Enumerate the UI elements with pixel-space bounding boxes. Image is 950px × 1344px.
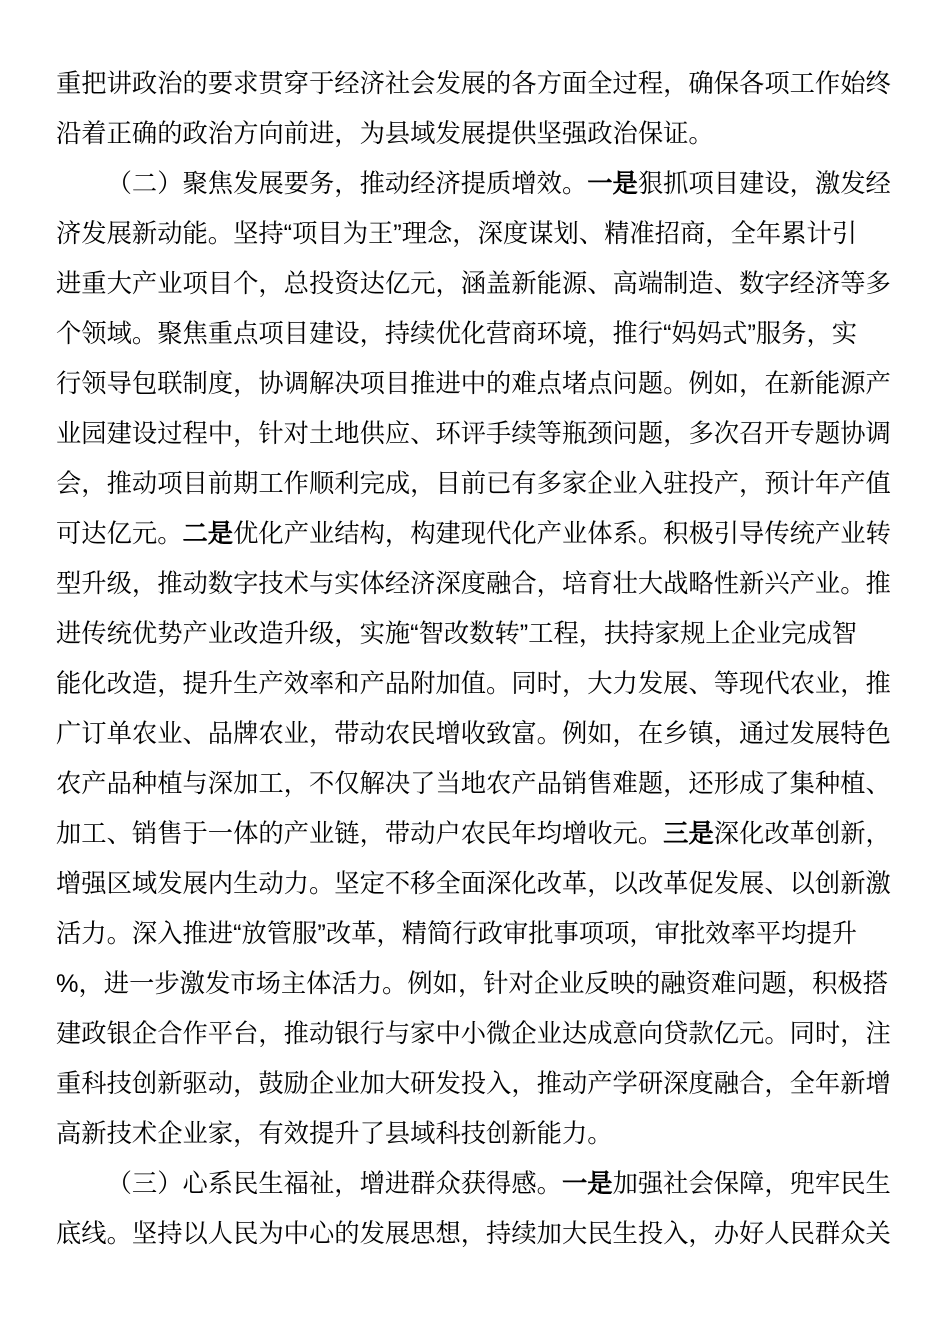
body-text-segment: 重科技创新驱动，鼓励企业加大研发投入，推动产学研深度融合，全年新增: [56, 1070, 891, 1098]
body-text-segment: （三）心系民生福祉，增进群众获得感。: [106, 1170, 562, 1198]
body-text-segment: 会，推动项目前期工作顺利完成，目前已有多家企业入驻投产，预计年产值: [56, 470, 891, 498]
text-line: [56, 109, 894, 159]
text-line: [56, 559, 894, 609]
text-line: [56, 809, 894, 859]
body-text-segment: 济发展新动能。坚持“项目为王”理念，深度谋划、精准招商，全年累计引: [56, 220, 858, 248]
text-line: [56, 59, 894, 109]
text-line: [56, 859, 894, 909]
emphasis-text-segment: 三是: [663, 820, 714, 848]
text-line: [56, 459, 894, 509]
body-text-segment: 加强社会保障，兜牢民生: [612, 1170, 891, 1198]
body-text-segment: 重把讲政治的要求贯穿于经济社会发展的各方面全过程，确保各项工作始终: [56, 70, 891, 98]
body-text-segment: 进传统优势产业改造升级，实施“智改数转”工程，扶持家规上企业完成智: [56, 620, 858, 648]
text-line: [56, 309, 894, 359]
emphasis-text-segment: 二是: [182, 520, 234, 548]
body-text-segment: 高新技术企业家，有效提升了县域科技创新能力。: [56, 1120, 613, 1148]
body-text-segment: 沿着正确的政治方向前进，为县域发展提供坚强政治保证。: [56, 120, 714, 148]
paragraph: [56, 159, 894, 1159]
text-line: [56, 359, 894, 409]
text-line: [56, 659, 894, 709]
body-text-segment: 可达亿元。: [56, 520, 183, 548]
emphasis-text-segment: 一是: [561, 1170, 613, 1198]
body-text-segment: 行领导包联制度，协调解决项目推进中的难点堵点问题。例如，在新能源产: [56, 370, 891, 398]
body-text-segment: （二）聚焦发展要务，推动经济提质增效。: [106, 170, 588, 198]
body-text-segment: 活力。深入推进“放管服”改革，精简行政审批事项项，审批效率平均提升: [56, 920, 858, 948]
body-text-segment: 型升级，推动数字技术与实体经济深度融合，培育壮大战略性新兴产业。推: [56, 570, 891, 598]
emphasis-text-segment: 一是: [587, 170, 638, 198]
body-text-segment: 农产品种植与深加工，不仅解决了当地农产品销售难题，还形成了集种植、: [56, 770, 891, 798]
text-line: [56, 259, 894, 309]
document-body: [56, 59, 894, 1259]
body-text-segment: 广订单农业、品牌农业，带动农民增收致富。例如，在乡镇，通过发展特色: [56, 720, 891, 748]
text-line: [56, 959, 894, 1009]
body-text-segment: 优化产业结构，构建现代化产业体系。积极引导传统产业转: [233, 520, 891, 548]
text-line: [56, 1209, 894, 1259]
text-line: [56, 1059, 894, 1109]
text-line: [56, 209, 894, 259]
body-text-segment: 增强区域发展内生动力。坚定不移全面深化改革，以改革促发展、以创新激: [56, 870, 891, 898]
text-line: [56, 909, 894, 959]
text-line: [56, 1109, 894, 1159]
body-text-segment: 加工、销售于一体的产业链，带动户农民年均增收元。: [56, 820, 664, 848]
text-line: [56, 759, 894, 809]
text-line: [56, 1009, 894, 1059]
body-text-segment: 个领域。聚焦重点项目建设，持续优化营商环境，推行“妈妈式”服务，实: [56, 320, 858, 348]
body-text-segment: 狠抓项目建设，激发经: [637, 170, 891, 198]
body-text-segment: 进重大产业项目个，总投资达亿元，涵盖新能源、高端制造、数字经济等多: [56, 270, 891, 298]
body-text-segment: 建政银企合作平台，推动银行与家中小微企业达成意向贷款亿元。同时，注: [56, 1020, 891, 1048]
text-line: [56, 159, 894, 209]
text-line: [56, 409, 894, 459]
paragraph: [56, 1159, 894, 1259]
text-line: [56, 1159, 894, 1209]
body-text-segment: 能化改造，提升生产效率和产品附加值。同时，大力发展、等现代农业，推: [56, 670, 891, 698]
text-line: [56, 709, 894, 759]
body-text-segment: 深化改革创新，: [713, 820, 891, 848]
text-line: [56, 609, 894, 659]
body-text-segment: %，进一步激发市场主体活力。例如，针对企业反映的融资难问题，积极搭: [56, 970, 888, 998]
body-text-segment: 业园建设过程中，针对土地供应、环评手续等瓶颈问题，多次召开专题协调: [56, 420, 891, 448]
text-line: [56, 509, 894, 559]
body-text-segment: 底线。坚持以人民为中心的发展思想，持续加大民生投入，办好人民群众关: [56, 1220, 891, 1248]
paragraph: [56, 59, 894, 159]
